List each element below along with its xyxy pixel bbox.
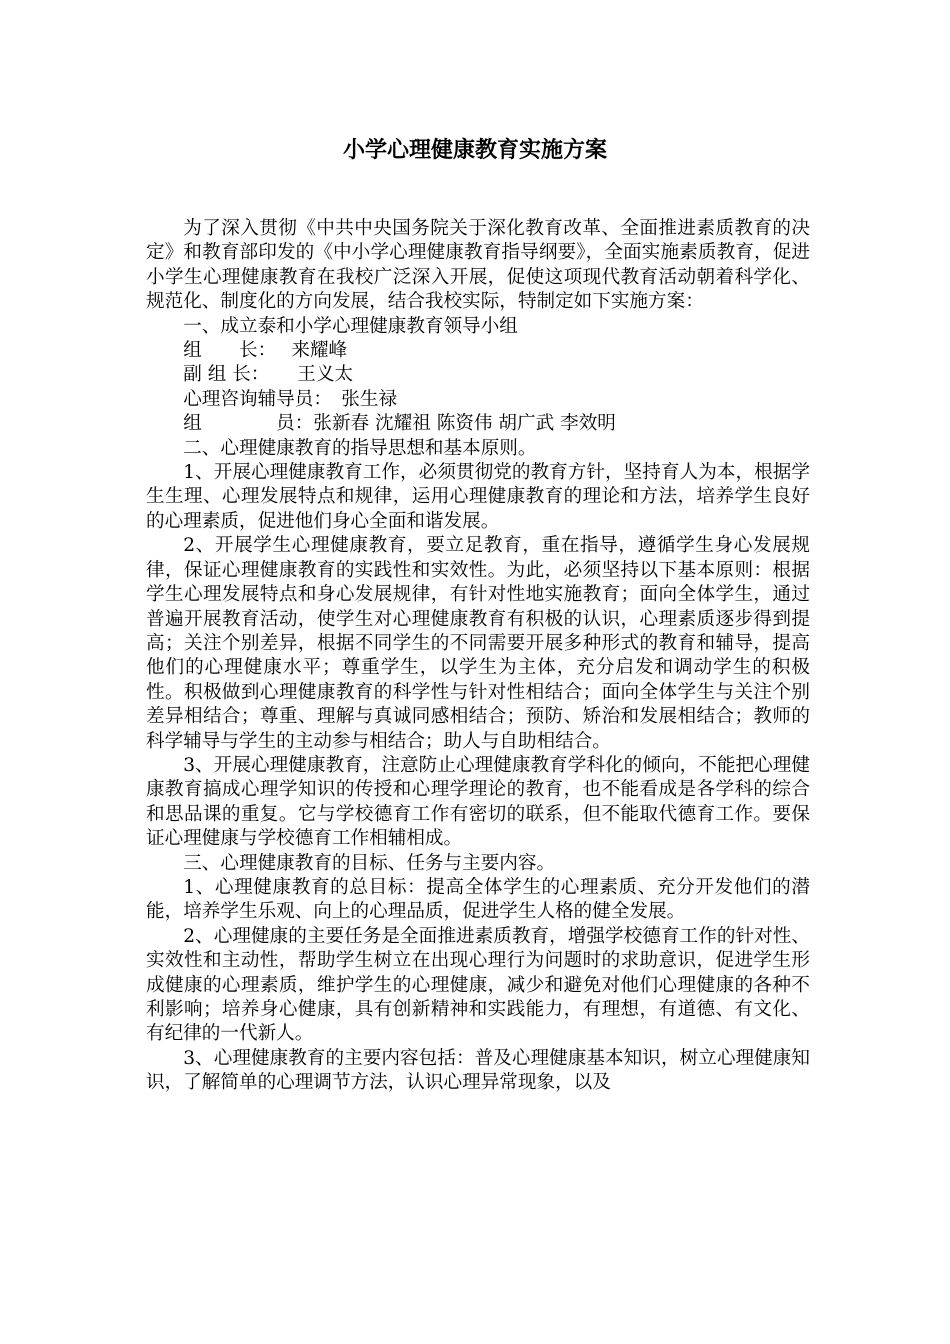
section2-paragraph-2: 2、开展学生心理健康教育，要立足教育，重在指导，遵循学生身心发展规律，保证心理健康教育的实践性和实效性。为此，必须坚持以下基本原则：根据学生心理发展特点和身心发展规律，有针对性地实施教育；面向全体学生，通过普遍开展教育活动，使学生对心理健康教育有积极的认识，心理素质逐步得到提高；关注个别差异，根据不同学生的不同需要开展多种形式的教育和辅导，提高他们的心理健康水平；尊重学生，以学生为主体，充分启发和调动学生的积极性。积极做到心理健康教育的科学性与针对性相结合；面向全体学生与关注个别差异相结合；尊重、理解与真诚同感相结合；预防、矫治和发展相结合；教师的科学辅导与学生的主动参与相结合；助人与自助相结合。 (146, 535, 810, 752)
section3-paragraph-3: 3、心理健康教育的主要内容包括：普及心理健康基本知识，树立心理健康知识，了解简单的心理调节方法，认识心理异常现象，以及 (146, 1047, 810, 1094)
section2-paragraph-3: 3、开展心理健康教育，注意防止心理健康教育学科化的倾向，不能把心理健康教育搞成心理学知识的传授和心理学理论的教育，也不能看成是各学科的综合和思品课的重复。它与学校德育工作有密切的联系，但不能取代德育工作。要保证心理健康与学校德育工作相辅相成。 (146, 754, 810, 850)
roster-deputy: 副 组 长： 王义太 (183, 364, 354, 386)
section1-heading: 一、成立泰和小学心理健康教育领导小组 (183, 315, 518, 337)
roster-counselor: 心理咨询辅导员： 张生禄 (183, 388, 398, 410)
section3-paragraph-2: 2、心理健康的主要任务是全面推进素质教育，增强学校德育工作的针对性、实效性和主动性，帮助学生树立在出现心理行为问题时的求助意识，促进学生形成健康的心理素质，维护学生的心理健康，减少和避免对他们心理健康的各种不利影响；培养身心健康，具有创新精神和实践能力，有理想，有道德、有文化、有纪律的一代新人。 (146, 925, 810, 1045)
section3-paragraph-1: 1、心理健康教育的总目标：提高全体学生的心理素质、充分开发他们的潜能，培养学生乐观、向上的心理品质，促进学生人格的健全发展。 (146, 876, 810, 923)
roster-members: 组 员：张新春 沈耀祖 陈资伟 胡广武 李效明 (183, 413, 616, 435)
intro-paragraph: 为了深入贯彻《中共中央国务院关于深化教育改革、全面推进素质教育的决定》和教育部印发的《中小学心理健康教育指导纲要》，全面实施素质教育，促进小学生心理健康教育在我校广泛深入开展，促使这项现代教育活动朝着科学化、规范化、制度化的方向发展，结合我校实际，特制定如下实施方案： (146, 218, 810, 313)
roster-leader: 组 长： 来耀峰 (183, 340, 348, 362)
section2-heading: 二、心理健康教育的指导思想和基本原则。 (183, 437, 537, 459)
section3-heading: 三、心理健康教育的目标、任务与主要内容。 (183, 852, 556, 874)
section2-paragraph-1: 1、开展心理健康教育工作，必须贯彻党的教育方针，坚持育人为本，根据学生生理、心理发展特点和规律，运用心理健康教育的理论和方法，培养学生良好的心理素质，促进他们身心全面和谐发展。 (146, 462, 810, 532)
document-title: 小学心理健康教育实施方案 (342, 137, 607, 163)
document-body (146, 217, 810, 1096)
